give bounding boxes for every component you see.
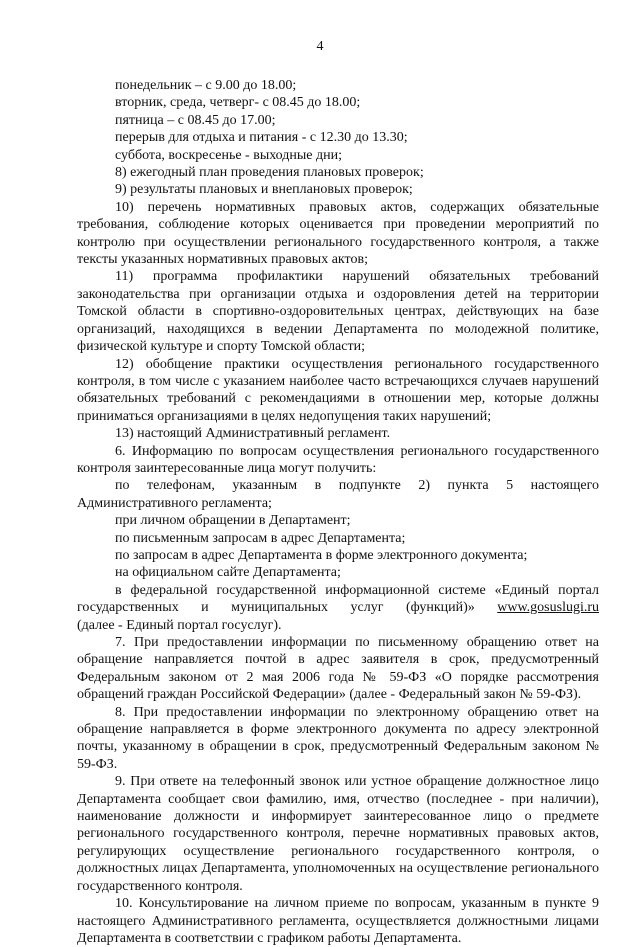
paragraph: по письменным запросам в адрес Департамента; [115, 530, 406, 546]
paragraph: суббота, воскресенье - выходные дни; [115, 147, 343, 163]
paragraph: (далее - Единый портал госуслуг). [77, 617, 282, 633]
paragraph: 10) перечень нормативных правовых актов, содержащих обязательные требования, соблюдение которых оценивается при проведении мероприятий по контролю при осуществлении регионального государственного контроля, а также тексты указанных нормативных правовых актов; [77, 199, 599, 268]
document-body [77, 77, 599, 947]
paragraph: при личном обращении в Департамент; [115, 513, 351, 529]
paragraph: 10. Консультирование на личном приеме по вопросам, указанным в пункте 9 настоящего Административного регламента, осуществляется должностными лицами Департамента в соответствии с графиком работы Департамента. [77, 896, 599, 946]
paragraph: 13) настоящий Административный регламент. [115, 426, 391, 442]
paragraph: вторник, среда, четверг- с 08.45 до 18.00; [115, 95, 361, 111]
paragraph: 7. При предоставлении информации по письменному обращению ответ на обращение направляется почтой в адрес заявителя в срок, предусмотренный Федеральным законом от 2 мая 2006 года № 59-ФЗ «О порядке рассмотрения обращений граждан Российской Федерации» (далее - Федеральный закон № 59-ФЗ). [77, 635, 599, 703]
paragraph: 8. При предоставлении информации по электронному обращению ответ на обращение направляется в форме электронного документа по адресу электронной почты, указанному в обращении в срок, предусмотренный Федеральным законом № 59-ФЗ. [77, 704, 599, 772]
paragraph: понедельник – с 9.00 до 18.00; [115, 78, 297, 93]
paragraph-portal [77, 582, 599, 617]
paragraph: 6. Информацию по вопросам осуществления регионального государственного контроля заинтересованные лица могут получить: [77, 443, 599, 476]
portal-link[interactable]: www.gosuslugi.ru [497, 600, 600, 616]
paragraph: на официальном сайте Департамента; [115, 565, 341, 581]
paragraph: 11) программа профилактики нарушений обязательных требований законодательства при организации отдыха и оздоровления детей на территории Томской области в спортивно-оздоровительных центрах, действующих на базе организаций, находящихся в ведении Департамента по молодежной политике, физической культуре и спорту Томской области; [77, 269, 599, 355]
paragraph: 9) результаты плановых и внеплановых проверок; [115, 182, 413, 198]
paragraph: 8) ежегодный план проведения плановых проверок; [115, 165, 424, 181]
page-number: 4 [316, 39, 324, 54]
paragraph: по запросам в адрес Департамента в форме электронного документа; [115, 547, 528, 563]
paragraph: 9. При ответе на телефонный звонок или устное обращение должностное лицо Департамента сообщает свои фамилию, имя, отчество (последнее - при наличии), наименование должности и информирует заинтересованное лицо о предмете регионального государственного контроля, перечне нормативных правовых актов, регулирующих осуществление регионального государственного контроля, о должностных лицах Департамента, уполномоченных на осуществление регионального государственного контроля. [77, 774, 599, 894]
paragraph: 12) обобщение практики осуществления регионального государственного контроля, в том числе с указанием наиболее часто встречающихся случаев нарушений обязательных требований с рекомендациями в отношении мер, которые должны приниматься организациями в целях недопущения таких нарушений; [77, 356, 599, 424]
paragraph: пятница – с 08.45 до 17.00; [115, 112, 276, 128]
portal-text: в федеральной государственной информационной системе «Единый портал государственных и муниципальных услуг (функций)» [77, 582, 599, 616]
paragraph: по телефонам, указанным в подпункте 2) пункта 5 настоящего Административного регламента; [77, 478, 599, 511]
paragraph: перерыв для отдыха и питания - с 12.30 до 13.30; [115, 130, 408, 146]
